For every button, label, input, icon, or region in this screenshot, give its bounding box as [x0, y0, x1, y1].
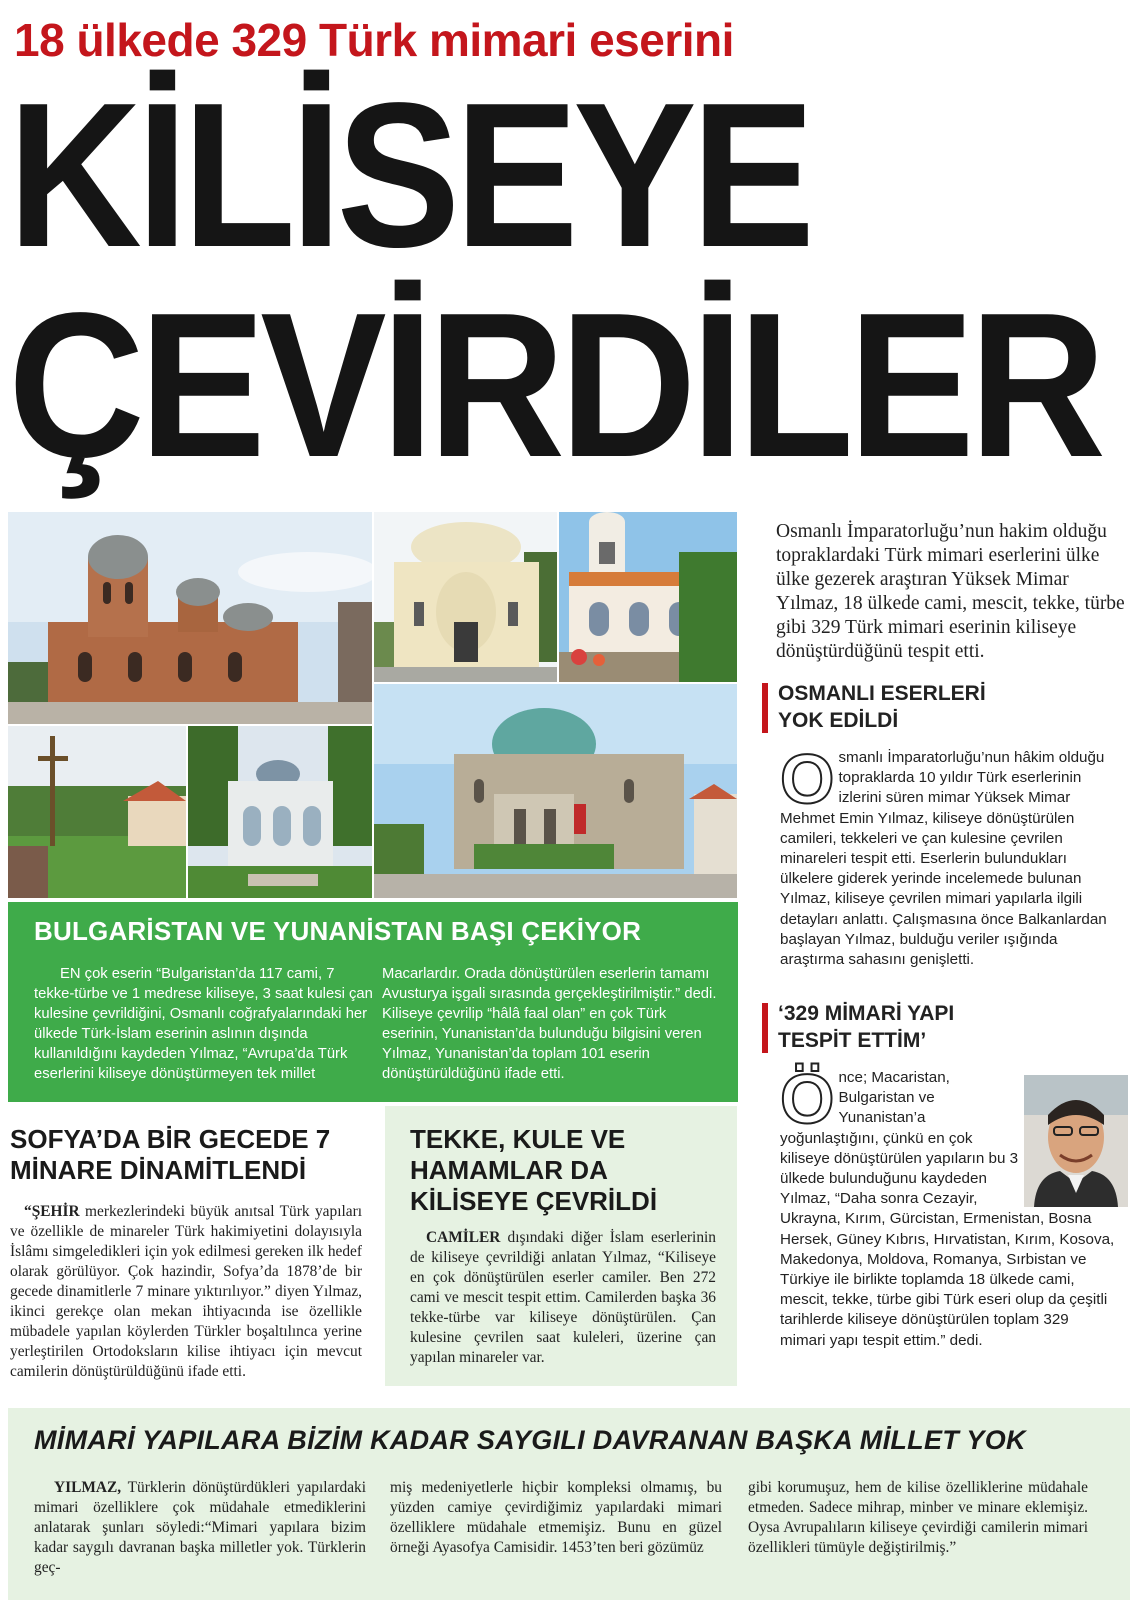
kicker-headline: 18 ülkede 329 Türk mimari eserini [14, 14, 734, 66]
sofya-body [10, 1202, 362, 1382]
body-text: Türklerin dönüştürdükleri yapılardaki mimari özelliklere çok müdahale etmediklerini anlatarak şunları söyledi:“Mimari yapılara bizim kadar saygılı davranan başka milletler yok. Türklerin geç- [34, 1479, 366, 1576]
main-headline-line2: ÇEVİRDİLER [8, 270, 1101, 500]
heading-line2: HAMAMLAR DA [410, 1155, 608, 1185]
heading-line3: KİLİSEYE ÇEVRİLDİ [410, 1186, 658, 1216]
section-329-body [780, 1060, 1116, 1351]
tekke-body [410, 1228, 716, 1368]
section-body-text: smanlı İmparatorluğu’nun hâkim olduğu topraklarda 10 yıldır Türk eserlerinin izlerini süren mimar Yüksek Mimar Mehmet Emin Yılmaz, kiliseye dönüştürülen camileri, tekkeleri ve çan kulesine çevrilen minareleri tespit etti. Eserlerin bulundukları ülkelere giderek yerinde incelemede bulunan Yılmaz, kiliseye çevrilen mimari yapılarla ilgili detayları anlattı. Çalışmasına önce Balkanlardan başlayan Yılmaz, bulduğu veriler ışığında araştırma sahasını genişletti. [780, 749, 1107, 969]
section-body-text: nce; Macaristan, Bulgaristan ve Yunanistan’a yoğunlaştığını, çünkü en çok kiliseye dönüştürülen yapıların bu 3 ülkede bulunduğunu kaydeden Yılmaz, “Daha sonra Cezayir, Ukrayna, Kırım, Gürcistan, Ermenistan, Bosna Hersek, Güney Kıbrıs, Hırvatistan, Kırım, Kosova, Makedonya, Moldova, Romanya, Sırbistan ve Türkiye ile birlikte toplamda 18 ülkede cami, mescit, tekke, türbe gibi Türk eseri olup da çeşitli tarihlerde kiliseye dönüştürülen toplam 329 mimari yapı tespit ettim.” dedi. [780, 1069, 1115, 1349]
main-headline-line1: KİLİSEYE [8, 60, 810, 290]
dropcap-letter: Ö [780, 1060, 835, 1138]
subhead-line1: ‘329 MİMARİ YAPI [778, 1002, 955, 1025]
subhead-line2: YOK EDİLDİ [778, 709, 899, 732]
body-text: merkezlerindeki büyük anıtsal Türk yapıları ve özellikle de minareler Türk hakimiyetini dolayısıyla İslâmı simgeledikleri için yok edilmesi gereken ilk hedef olarak görülüyor. Çok hazindir, Sofya’da 1878’de bir gecede dinamitlerle 7 minare yıktırılıyor.” diyen Yılmaz, ikinci gerekçe olan mekan ihtiyacında ise özellikle mübadele yapılan köylerden Türkler boşaltılınca yerine yerleştirilen Ortodoksların kilise ihtiyacı için mevcut camilerin dönüştürüldüğünü ifade etti. [10, 1203, 362, 1380]
subhead-line1: OSMANLI ESERLERİ [778, 682, 986, 705]
dropcap-letter: O [780, 740, 835, 818]
photo-cross-landscape [8, 726, 186, 898]
bottom-heading: MİMARİ YAPILARA BİZİM KADAR SAYGILI DAVRANAN BAŞKA MİLLET YOK [34, 1425, 1026, 1455]
heading-line1: TEKKE, KULE VE [410, 1124, 626, 1154]
accent-bar [762, 683, 768, 733]
section-osmanli-body [780, 740, 1116, 970]
lead-word: CAMİLER [426, 1229, 501, 1246]
subhead-329-mimari-yapi [762, 1000, 1022, 1054]
green-box-col1: EN çok eserin “Bulgaristan’da 117 cami, 7 tekke-türbe ve 1 medrese kiliseye, 3 saat kulesi çan kulesine çevrildiğini, Osmanlı coğrafyalarındaki her ülkede Türk-İslam eserinin aslının dışında kullanıldığını kaydeden Yılmaz, “Avrupa’da Türk eserlerini kiliseye dönüştürmeyen tek millet [34, 966, 373, 1082]
subhead-line2: TESPİT ETTİM’ [778, 1029, 927, 1052]
green-box-col2: Macarlardır. Orada dönüştürülen eserlerin tamamı Avusturya işgali sırasında gerçekleştirilmiştir.” dedi. Kiliseye çevrilip “hâlâ faal olan” en çok Türk eserinin, Yunanistan’da bulunduğu bilgisini veren Yılmaz, Yunanistan’da toplam 101 eserin dönüştürüldüğünü ifade etti. [382, 966, 717, 1082]
accent-bar [762, 1003, 768, 1053]
intro-paragraph: Osmanlı İmparatorluğu’nun hakim olduğu topraklardaki Türk mimari eserlerini ülke ülke gezerek araştıran Yüksek Mimar Yılmaz, 18 ülkede cami, mescit, tekke, türbe gibi 329 Türk mimari eserinin kiliseye dönüştürdüğünü tespit etti. [776, 521, 1125, 662]
green-box-title: BULGARİSTAN VE YUNANİSTAN BAŞI ÇEKİYOR [34, 916, 642, 946]
subhead-osmanli-eserleri [762, 680, 1122, 734]
photo-sofia-cathedral [8, 512, 372, 724]
photo-bell-tower-church [559, 512, 737, 682]
photo-white-chapel [188, 726, 372, 898]
heading-line1: SOFYA’DA BİR GECEDE 7 [10, 1124, 331, 1154]
bottom-col1 [34, 1478, 366, 1578]
green-info-box [8, 902, 738, 1102]
lead-word: YILMAZ, [54, 1479, 122, 1496]
sofya-heading [10, 1124, 370, 1186]
body-text: dışındaki diğer İslam eserlerinin de kiliseye çevrildiği anlatan Yılmaz, “Kiliseye en çok dönüştürülen eserler camiler. Ben 272 cami ve mescit tespit ettim. Camilerden başka 36 tekke-türbe var kiliseye dönüştürülen. Çan kulesine çevrilen saat kuleleri, üzerine çan yapılan minareler var. [410, 1229, 716, 1366]
heading-line2: MİNARE DİNAMİTLENDİ [10, 1155, 307, 1185]
photo-green-dome-mosque [374, 684, 737, 898]
bottom-col3: gibi korumuşuz, hem de kilise özelliklerine müdahale etmeden. Sadece mihrap, minber ve minare eklemişiz. Oysa Avrupalıların kiliseye çevirdiği camilerin mimari özellikleri tümüyle değiştirilmiş.” [748, 1479, 1088, 1556]
photo-white-church [374, 512, 557, 682]
tekke-heading [410, 1124, 730, 1217]
bottom-col2: miş medeniyetlerle hiçbir kompleksi olmamış, bu yüzden camiye çevirdiğimiz yapılardaki mimari özelliklere müdahale etmemişiz. Bunu en güzel örneği Ayasofya Camisidir. 1453’ten beri gözümüz [390, 1479, 722, 1556]
lead-word: “ŞEHİR [24, 1203, 80, 1220]
